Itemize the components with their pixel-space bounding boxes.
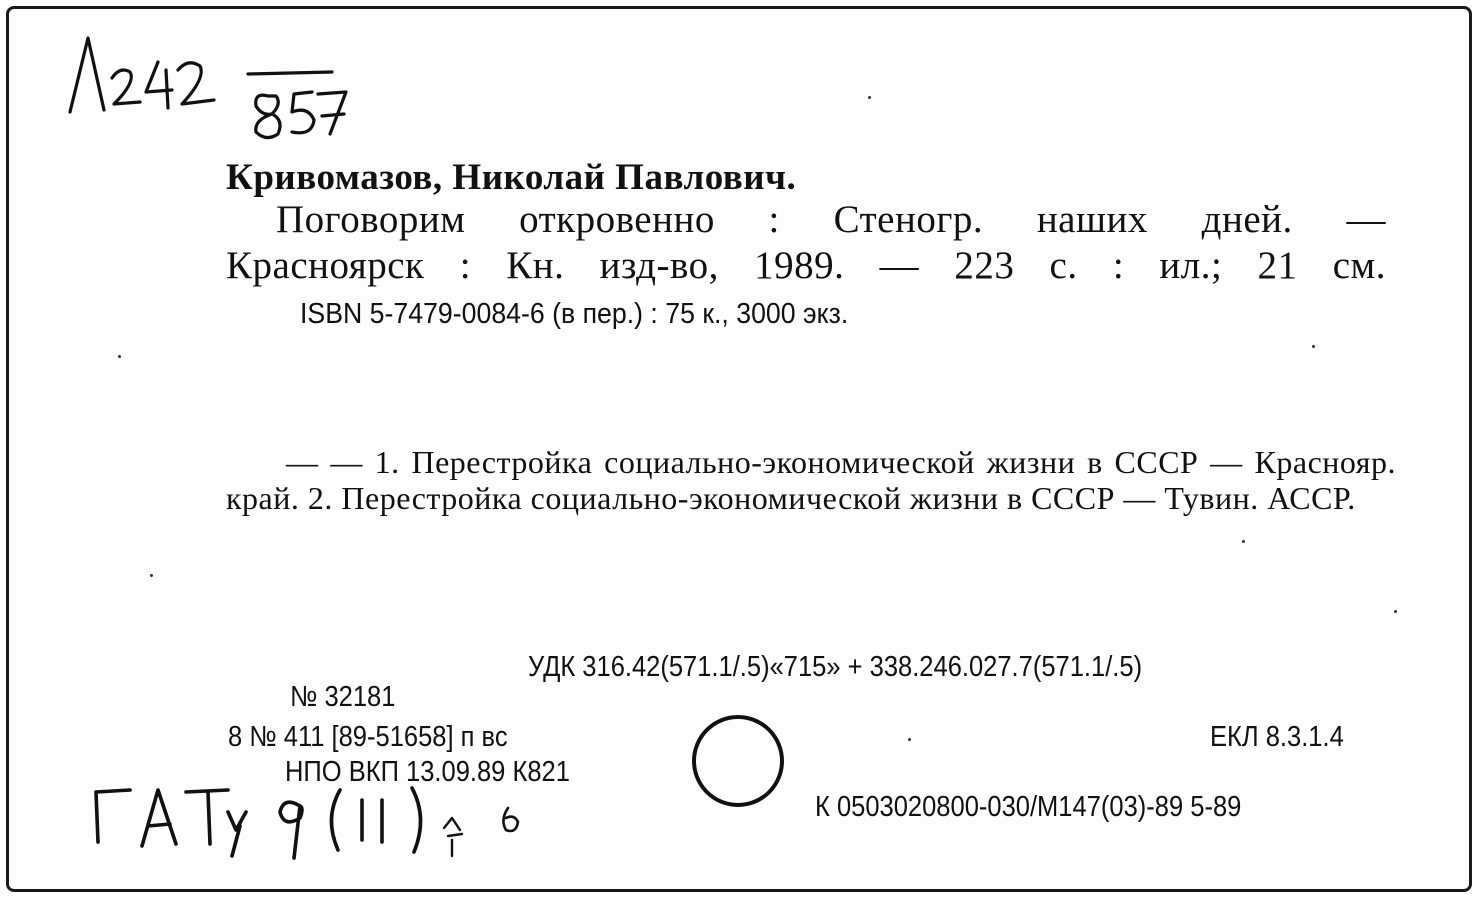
- subject-headings: — — 1. Перестройка социально-экономической жизни в СССР — Краснояр. край. 2. Перестройка социально-экономической жизни в СССР — Тувин. АССР.: [226, 444, 1396, 516]
- author-heading: Кривомазов, Николай Павлович.: [226, 157, 797, 198]
- title-word: дней.: [1201, 198, 1293, 241]
- imprint-word: с.: [1049, 244, 1078, 287]
- record-number: № 32181: [290, 681, 396, 713]
- title-word: откровенно: [519, 198, 715, 241]
- imprint-word: :: [1112, 244, 1125, 287]
- speck: [1312, 345, 1315, 348]
- imprint-word: 223: [954, 244, 1015, 287]
- speck: [118, 355, 121, 358]
- imprint-word: 21: [1257, 244, 1298, 287]
- title-line-1: [226, 200, 1386, 239]
- imprint-word: 1989.: [754, 244, 845, 287]
- udc-line: УДК 316.42(571.1/.5)«715» + 338.246.027.7(571.1/.5): [528, 651, 1143, 683]
- imprint-word: —: [879, 244, 920, 287]
- isbn-line: ISBN 5-7479-0084-6 (в пер.) : 75 к., 3000 экз.: [300, 298, 849, 330]
- speck: [1242, 540, 1245, 543]
- speck: [1394, 610, 1397, 613]
- title-word: Стеногр.: [833, 198, 984, 241]
- title-word: —: [1346, 198, 1386, 241]
- npo-line: НПО ВКП 13.09.89 К821: [285, 756, 570, 788]
- imprint-word: изд-во,: [599, 244, 719, 287]
- imprint-word: ил.;: [1159, 244, 1223, 287]
- imprint-word: см.: [1332, 244, 1386, 287]
- index-code: К 0503020800-030/М147(03)-89 5-89: [815, 791, 1242, 823]
- imprint-word: Кн.: [506, 244, 565, 287]
- title-word: Поговорим: [276, 198, 466, 241]
- title-word: наших: [1036, 198, 1148, 241]
- imprint-line: [226, 246, 1386, 285]
- ekl-code: ЕКЛ 8.3.1.4: [1210, 721, 1344, 753]
- title-word: :: [768, 198, 780, 241]
- stamp-circle: [694, 717, 782, 805]
- speck: [150, 574, 153, 577]
- plan-line: 8 № 411 [89-51658] п вс: [228, 721, 508, 753]
- speck: [908, 738, 911, 741]
- imprint-word: :: [459, 244, 472, 287]
- imprint-word: Красноярск: [226, 244, 425, 287]
- speck: [868, 96, 871, 99]
